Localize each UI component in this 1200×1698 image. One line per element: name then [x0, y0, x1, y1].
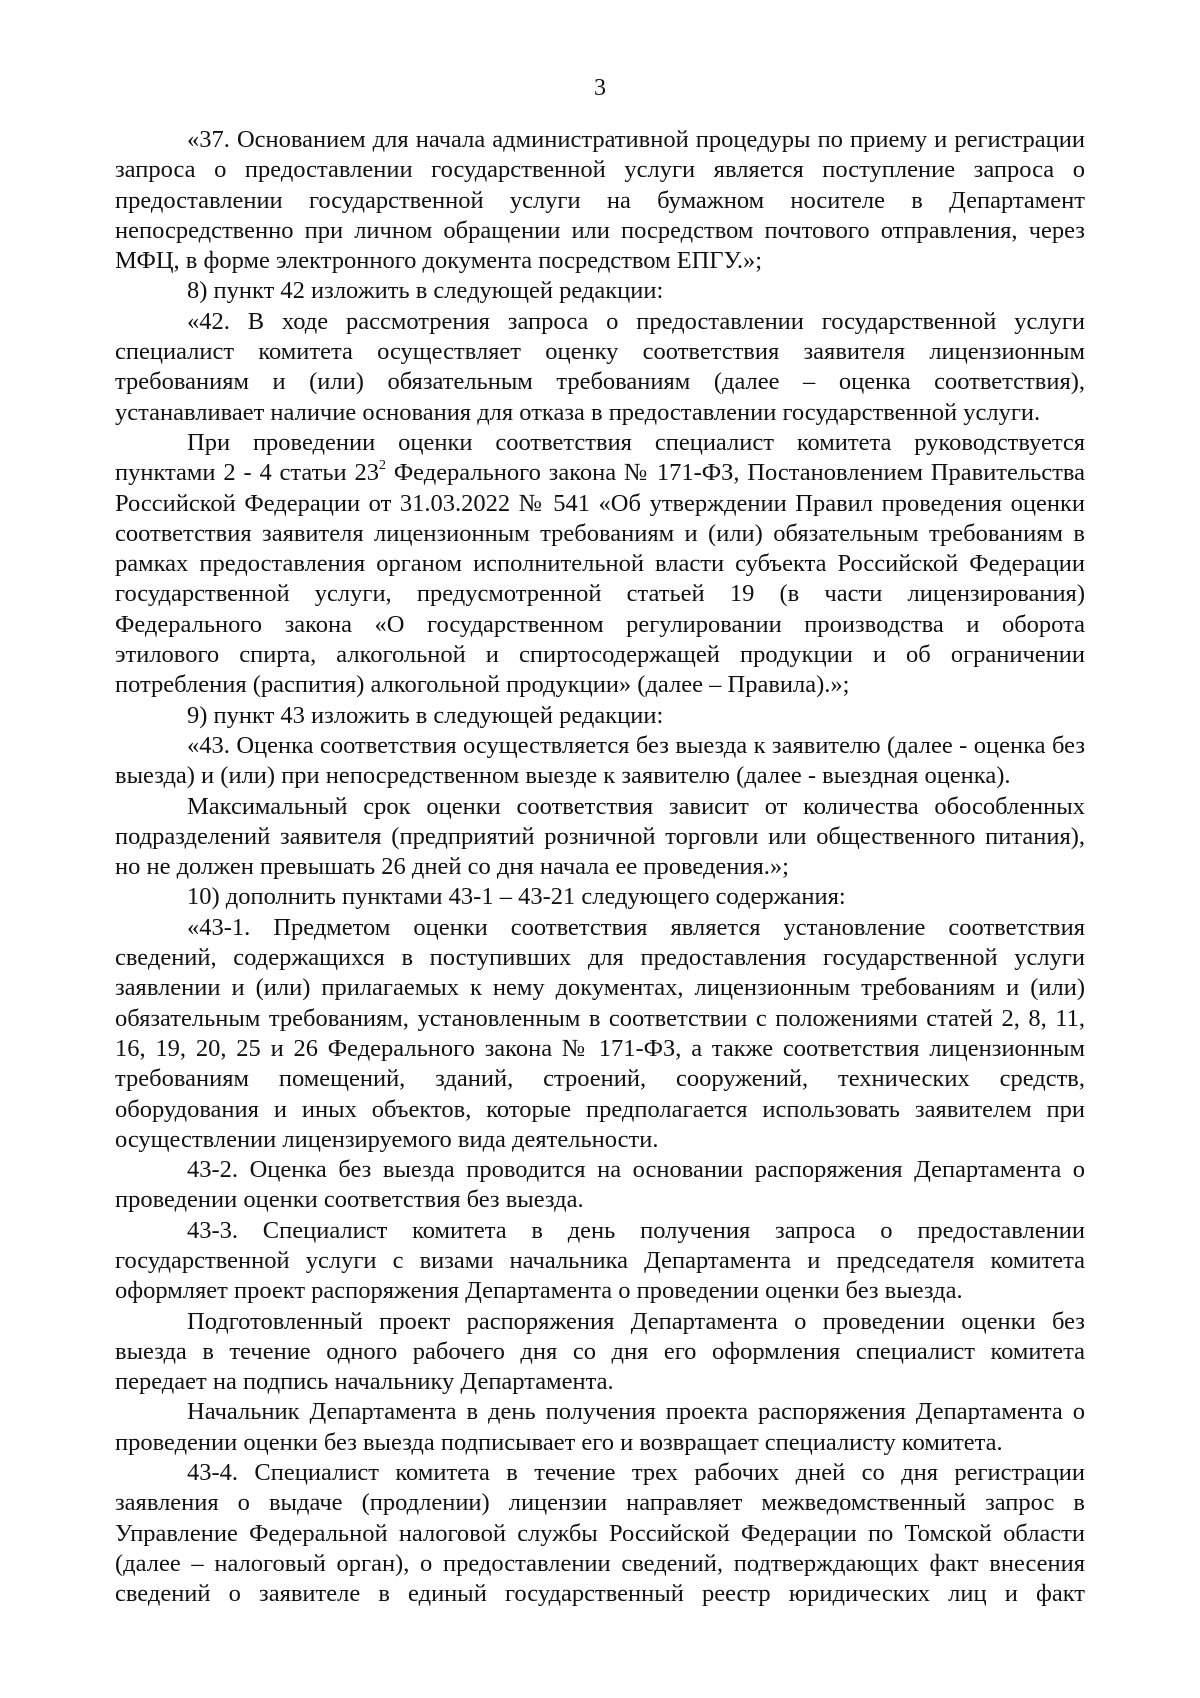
- text-line: [115, 1125, 1085, 1155]
- text-line: [115, 943, 1085, 973]
- text-line-content: 16, 19, 20, 25 и 26 Федерального закона № 171-ФЗ, а также соответствия лицензионным: [115, 1034, 1085, 1062]
- text-line: [115, 701, 1085, 731]
- text-line-content: заявления о выдаче (продлении) лицензии направляет межведомственный запрос в: [115, 1489, 1085, 1517]
- text-line: [115, 792, 1085, 822]
- text-line: [115, 1397, 1085, 1427]
- text-line-content: подразделений заявителя (предприятий розничной торговли или общественного питания),: [115, 822, 1085, 850]
- text-line: [115, 1367, 1085, 1397]
- text-line-content: проведении оценки без выезда подписывает его и возвращает специалисту комитета.: [115, 1428, 1003, 1456]
- superscript: 2: [378, 458, 386, 474]
- text-line-content: но не должен превышать 26 дней со дня начала ее проведения.»;: [115, 853, 789, 881]
- text-line: [115, 1488, 1085, 1518]
- text-line: [115, 428, 1085, 458]
- text-line: [115, 549, 1085, 579]
- text-line-content: заявлении и (или) прилагаемых к нему документах, лицензионным требованиям и (или): [115, 974, 1085, 1002]
- text-line-content: оформляет проект распоряжения Департамента о проведении оценки без выезда.: [115, 1277, 963, 1305]
- text-line-content: 43-4. Специалист комитета в течение трех рабочих дней со дня регистрации: [187, 1459, 1085, 1487]
- text-line-content: При проведении оценки соответствия специалист комитета руководствуется: [187, 428, 1085, 456]
- text-line-content: МФЦ, в форме электронного документа посредством ЕПГУ.»;: [115, 247, 763, 275]
- text-line: [115, 186, 1085, 216]
- text-line-content: выезда) и (или) при непосредственном выезде к заявителю (далее - выездная оценка).: [115, 762, 1011, 790]
- text-line-content: 9) пункт 43 изложить в следующей редакции:: [187, 701, 664, 729]
- text-line-content: Подготовленный проект распоряжения Департамента о проведении оценки без: [187, 1307, 1085, 1335]
- text-line: [115, 1095, 1085, 1125]
- text-line: [115, 1519, 1085, 1549]
- text-line-content: «43. Оценка соответствия осуществляется без выезда к заявителю (далее - оценка без: [187, 731, 1085, 759]
- text-line-content: государственной услуги с визами начальника Департамента и председателя комитета: [115, 1246, 1085, 1274]
- text-line: [115, 1064, 1085, 1094]
- text-line: [115, 1185, 1085, 1215]
- text-line-content: Российской Федерации от 31.03.2022 № 541 «Об утверждении Правил проведения оценки: [115, 489, 1085, 517]
- text-line-content: этилового спирта, алкогольной и спиртосодержащей продукции и об ограничении: [115, 641, 1085, 669]
- text-line: [115, 1276, 1085, 1306]
- text-line-content: пунктами 2 - 4 статьи 23: [115, 459, 379, 487]
- text-line: [115, 822, 1085, 852]
- text-line: [115, 398, 1085, 428]
- text-line: [115, 640, 1085, 670]
- text-line: [115, 1155, 1085, 1185]
- text-line-content: выезда в течение одного рабочего дня со дня его оформления специалист комитета: [115, 1337, 1085, 1365]
- text-line: [115, 761, 1085, 791]
- text-line: [115, 1004, 1085, 1034]
- text-line: [115, 307, 1085, 337]
- text-line-content: проведении оценки соответствия без выезда.: [115, 1186, 584, 1214]
- text-line: [115, 1216, 1085, 1246]
- text-line-content: оборудования и иных объектов, которые предполагается использовать заявителем при: [115, 1095, 1085, 1123]
- text-line-content: предоставлении государственной услуги на бумажном носителе в Департамент: [115, 186, 1085, 214]
- text-line: [115, 337, 1085, 367]
- text-line-content: 10) дополнить пунктами 43-1 – 43-21 следующего содержания:: [187, 883, 846, 911]
- text-line-content: соответствия заявителя лицензионным требованиям и (или) обязательным требованиям в: [115, 519, 1085, 547]
- text-line: [115, 1549, 1085, 1579]
- text-line-content: Максимальный срок оценки соответствия зависит от количества обособленных: [187, 792, 1085, 820]
- text-line-content: «43-1. Предметом оценки соответствия является установление соответствия: [187, 913, 1085, 941]
- text-line: [115, 610, 1085, 640]
- text-line: [115, 1337, 1085, 1367]
- text-line: [115, 519, 1085, 549]
- text-line-content: осуществлении лицензируемого вида деятельности.: [115, 1125, 659, 1153]
- text-line-content: Федерального закона «О государственном регулировании производства и оборота: [115, 610, 1085, 638]
- text-line: [115, 458, 1085, 488]
- document-body: [115, 125, 1085, 1610]
- text-line: [115, 489, 1085, 519]
- text-line-content: передает на подпись начальнику Департамента.: [115, 1368, 614, 1396]
- text-line: [115, 973, 1085, 1003]
- text-line-content: 43-2. Оценка без выезда проводится на основании распоряжения Департамента о: [187, 1156, 1085, 1184]
- text-line: [115, 1246, 1085, 1276]
- text-line: [115, 216, 1085, 246]
- text-line: [115, 579, 1085, 609]
- text-line-content: рамках предоставления органом исполнительной власти субъекта Российской Федерации: [115, 550, 1085, 578]
- text-line-content: 43-3. Специалист комитета в день получения запроса о предоставлении: [187, 1216, 1085, 1244]
- text-line: [115, 731, 1085, 761]
- text-line: [115, 1034, 1085, 1064]
- text-line-content: Начальник Департамента в день получения проекта распоряжения Департамента о: [187, 1398, 1085, 1426]
- text-line-content: «37. Основанием для начала административной процедуры по приему и регистрации: [187, 126, 1085, 153]
- text-line: [115, 125, 1085, 155]
- text-line: [115, 367, 1085, 397]
- text-line-content: сведений, содержащихся в поступивших для предоставления государственной услуги: [115, 944, 1085, 972]
- text-line: [115, 670, 1085, 700]
- text-line-content: (далее – налоговый орган), о предоставлении сведений, подтверждающих факт внесения: [115, 1549, 1085, 1577]
- text-line-content: «42. В ходе рассмотрения запроса о предоставлении государственной услуги: [187, 307, 1085, 335]
- text-line: [115, 246, 1085, 276]
- text-line: [115, 1579, 1085, 1609]
- text-line-content: требованиям и (или) обязательным требованиям (далее – оценка соответствия),: [115, 368, 1085, 396]
- text-line-content: запроса о предоставлении государственной услуги является поступление запроса о: [115, 156, 1085, 184]
- text-line: [115, 852, 1085, 882]
- text-line: [115, 913, 1085, 943]
- text-line-content: непосредственно при личном обращении или посредством почтового отправления, через: [115, 216, 1085, 244]
- text-line: [115, 1307, 1085, 1337]
- text-line-content: обязательным требованиям, установленным в соответствии с положениями статей 2, 8, 11,: [115, 1004, 1085, 1032]
- text-line-content: специалист комитета осуществляет оценку соответствия заявителя лицензионным: [115, 338, 1085, 366]
- text-line-content: устанавливает наличие основания для отказа в предоставлении государственной услуги.: [115, 398, 1041, 426]
- text-line-content: государственной услуги, предусмотренной статьей 19 (в части лицензирования): [115, 580, 1085, 608]
- text-line: [115, 155, 1085, 185]
- text-line: [115, 882, 1085, 912]
- text-line: [115, 1428, 1085, 1458]
- text-line-content: Управление Федеральной налоговой службы Российской Федерации по Томской области: [115, 1519, 1085, 1547]
- text-line-content: потребления (распития) алкогольной продукции» (далее – Правила).»;: [115, 671, 850, 699]
- text-line-tail: Федерального закона № 171-ФЗ, Постановлением Правительства: [385, 459, 1085, 487]
- text-line-content: 8) пункт 42 изложить в следующей редакции:: [187, 277, 664, 305]
- text-line: [115, 1458, 1085, 1488]
- text-line-content: требованиям помещений, зданий, строений, сооружений, технических средств,: [115, 1065, 1085, 1093]
- text-line: [115, 276, 1085, 306]
- text-line-content: сведений о заявителе в единый государственный реестр юридических лиц и факт: [115, 1580, 1085, 1608]
- page-number: 3: [594, 75, 606, 101]
